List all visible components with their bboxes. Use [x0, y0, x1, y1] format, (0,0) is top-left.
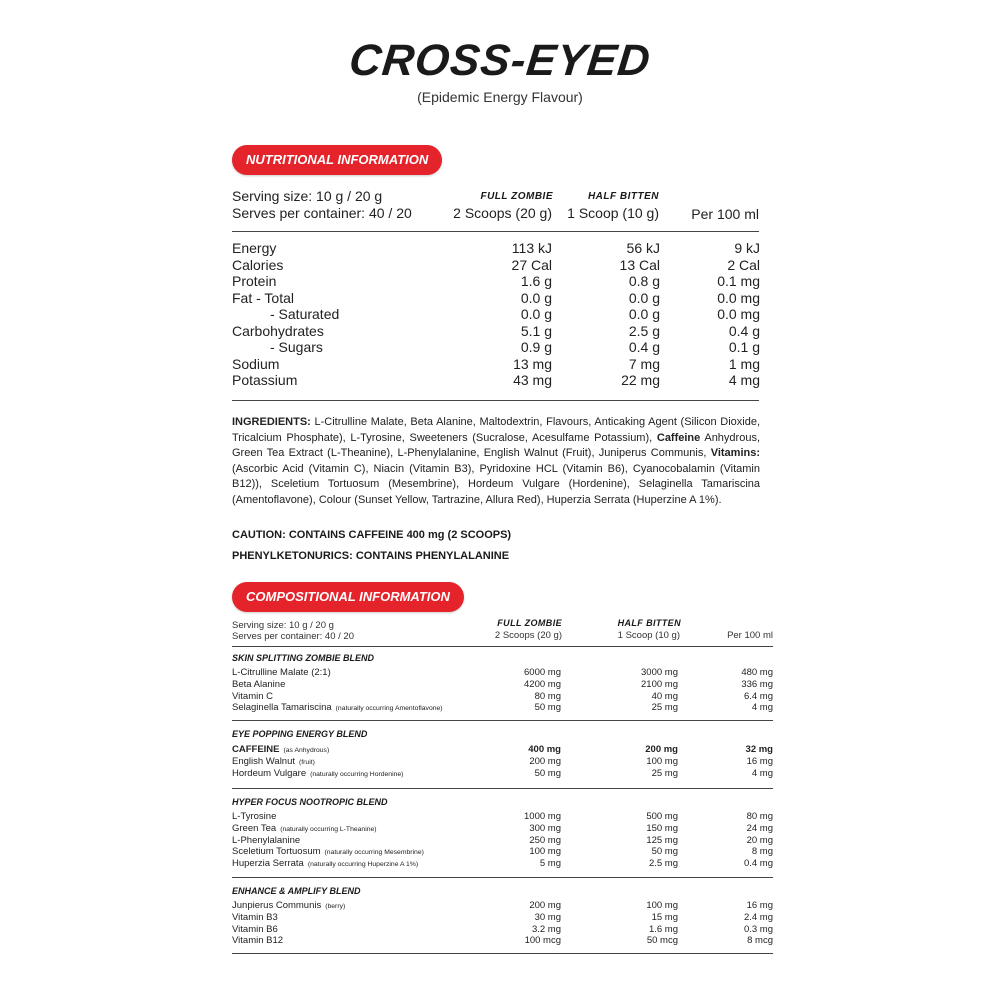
nutrition-row	[232, 372, 760, 389]
nutrition-label: Potassium	[232, 372, 298, 388]
composition-label	[232, 858, 418, 869]
caution-caffeine: CAUTION: CONTAINS CAFFEINE 400 mg (2 SCOOPS)	[232, 529, 512, 541]
composition-per100-value: 20 mg	[746, 834, 773, 846]
comp-col-full-zombie-sub: 2 Scoops (20 g)	[494, 630, 562, 641]
nutrition-per100-value: 0.0 mg	[717, 289, 760, 306]
col-half-bitten-sub: 1 Scoop (10 g)	[567, 205, 659, 221]
composition-half-value: 100 mg	[646, 900, 678, 911]
nutrition-label: Sodium	[232, 355, 280, 372]
nutrition-label: Fat - Total	[232, 289, 294, 306]
ingredients-text-3: (Ascorbic Acid (Vitamin C), Niacin (Vitamin B3), Pyridoxine HCL (Vitamin B6), Cyanocobalamin (Vitamin B12)), Sceletium Tortuosum (Mesembrine), Hordeum Vulgare (Hordenine), Selaginella Tamariscina (Amentoflavone), Colour (Sunset Yellow, Tartrazine, Allura Red), Huperzia Serrata (Huperzine A 1%).	[232, 462, 760, 506]
composition-row	[232, 667, 773, 679]
ingredient-name: Vitamin C	[232, 690, 274, 702]
composition-per100-value: 16 mg	[746, 755, 773, 767]
comp-col-half-bitten-sub: 1 Scoop (10 g)	[617, 630, 680, 641]
composition-half-value: 25 mg	[651, 767, 678, 779]
nutrition-half-value: 13 Cal	[619, 256, 660, 273]
composition-row	[232, 846, 773, 858]
nutrition-full-value: 27 Cal	[511, 256, 552, 273]
composition-full-value: 50 mg	[534, 767, 561, 779]
nutrition-per100-value: 9 kJ	[734, 240, 760, 256]
composition-half-value: 125 mg	[646, 834, 678, 846]
composition-per100-value: 6.4 mg	[743, 690, 773, 702]
composition-row	[232, 924, 773, 936]
nutrition-row	[232, 257, 760, 274]
nutrition-full-value: 13 mg	[513, 355, 552, 372]
nutrition-label: - Saturated	[270, 306, 340, 322]
nutrition-per100-value: 0.1 mg	[717, 273, 760, 289]
composition-row	[232, 768, 773, 780]
composition-per100-value: 336 mg	[741, 678, 773, 690]
composition-full-value: 3.2 mg	[531, 923, 561, 935]
nutrition-row	[232, 339, 760, 356]
composition-row	[232, 744, 773, 756]
ingredient-note: (fruit)	[299, 758, 315, 766]
composition-label	[232, 756, 315, 767]
composition-half-value: 50 mg	[651, 846, 678, 858]
nutrition-half-value: 22 mg	[621, 372, 660, 388]
blend-divider	[232, 720, 773, 721]
composition-row	[232, 858, 773, 870]
composition-label	[232, 679, 285, 690]
nutrition-row	[232, 240, 760, 257]
composition-label	[232, 823, 377, 834]
composition-label	[232, 912, 278, 923]
ingredient-note: (naturally occurring Huperzine A 1%)	[307, 861, 419, 869]
composition-half-value: 2.5 mg	[648, 858, 678, 870]
ingredient-note: (naturally occurring L-Theanine)	[280, 825, 377, 833]
ingredients-paragraph	[232, 415, 760, 509]
composition-half-value: 50 mcg	[646, 935, 678, 947]
composition-full-value: 100 mg	[529, 846, 561, 858]
nutrition-label: Carbohydrates	[232, 322, 324, 339]
nutrition-per100-value: 0.0 mg	[717, 306, 760, 322]
composition-full-value: 4200 mg	[524, 678, 561, 690]
composition-full-value: 250 mg	[529, 834, 561, 846]
blend-divider	[232, 877, 773, 878]
nutrition-row	[232, 290, 760, 307]
composition-label	[232, 935, 283, 946]
ingredient-name: Vitamin B3	[232, 911, 278, 923]
composition-half-value: 3000 mg	[641, 667, 678, 678]
col-full-zombie-title: FULL ZOMBIE	[480, 191, 553, 202]
nutrition-full-value: 1.6 g	[520, 273, 552, 289]
composition-label	[232, 667, 331, 678]
nutrition-per100-value: 1 mg	[728, 355, 760, 372]
nutrition-half-value: 56 kJ	[626, 240, 660, 256]
composition-half-value: 100 mg	[646, 755, 678, 767]
composition-full-value: 50 mg	[534, 702, 561, 714]
composition-per100-value: 8 mg	[751, 846, 773, 858]
comp-col-per-100ml: Per 100 ml	[727, 630, 773, 641]
composition-per100-value: 24 mg	[746, 822, 773, 834]
ingredient-note: (as Anhydrous)	[283, 747, 330, 754]
blend-divider	[232, 788, 773, 789]
ingredient-name: L-Citrulline Malate (2:1)	[232, 667, 331, 678]
composition-full-value: 200 mg	[529, 755, 561, 767]
ingredient-name: Hordeum Vulgare	[232, 767, 307, 779]
nutrition-full-value: 0.9 g	[520, 339, 552, 355]
col-per-100ml: Per 100 ml	[691, 206, 759, 222]
composition-full-value: 400 mg	[528, 744, 561, 755]
nutrition-label: Energy	[232, 240, 277, 256]
composition-label	[232, 811, 276, 822]
ingredient-name: L-Phenylalanine	[232, 834, 301, 846]
nutrition-bottom-divider	[232, 400, 759, 401]
nutrition-per100-value: 4 mg	[728, 372, 760, 388]
ingredient-note: (berry)	[325, 903, 346, 910]
composition-row	[232, 756, 773, 768]
col-half-bitten-title: HALF BITTEN	[587, 191, 659, 202]
ingredient-name: Vitamin B12	[232, 935, 284, 947]
composition-per100-value: 480 mg	[741, 667, 773, 678]
ingredient-note: (naturally occurring Amentoflavone)	[335, 705, 443, 713]
nutrition-full-value: 43 mg	[513, 372, 552, 388]
col-full-zombie-sub: 2 Scoops (20 g)	[453, 205, 552, 221]
ingredient-name: Junpierus Communis	[232, 900, 322, 911]
composition-per100-value: 0.3 mg	[743, 923, 773, 935]
composition-per100-value: 8 mcg	[747, 935, 773, 947]
composition-label	[232, 846, 424, 857]
composition-label	[232, 900, 345, 911]
comp-serving-size: Serving size: 10 g / 20 g	[232, 620, 334, 631]
composition-full-value: 6000 mg	[524, 667, 561, 678]
composition-per100-value: 4 mg	[751, 702, 773, 714]
composition-full-value: 30 mg	[534, 911, 561, 923]
ingredient-name: Beta Alanine	[232, 678, 286, 690]
ingredients-text-1: L-Citrulline Malate, Beta Alanine, Maltodextrin, Flavours, Anticaking Agent (Silicon Dioxide, Tricalcium Phosphate), L-Tyrosine, Sweeteners (Sucralose, Acesulfame Potassium),	[232, 416, 760, 444]
serves-per-container: Serves per container: 40 / 20	[232, 205, 412, 221]
composition-label	[232, 924, 278, 935]
composition-full-value: 80 mg	[534, 690, 561, 702]
composition-per100-value: 2.4 mg	[743, 911, 773, 923]
product-subtitle: (Epidemic Energy Flavour)	[417, 89, 583, 105]
composition-label	[232, 835, 300, 846]
nutrition-per100-value: 2 Cal	[727, 256, 760, 273]
nutrition-row	[232, 306, 760, 323]
nutrition-per100-value: 0.1 g	[728, 339, 760, 355]
composition-half-value: 40 mg	[651, 690, 678, 702]
composition-label	[232, 768, 403, 779]
serving-size: Serving size: 10 g / 20 g	[232, 188, 383, 204]
composition-row	[232, 823, 773, 835]
composition-per100-value: 32 mg	[745, 744, 773, 755]
product-title: CROSS-EYED	[346, 36, 654, 85]
ingredients-vitamins: Vitamins:	[710, 447, 760, 460]
ingredient-name: CAFFEINE	[232, 744, 280, 755]
composition-half-value: 150 mg	[646, 822, 678, 834]
blend-heading: SKIN SPLITTING ZOMBIE BLEND	[232, 653, 375, 663]
ingredients-caffeine: Caffeine	[656, 431, 701, 444]
nutrition-half-value: 7 mg	[628, 355, 660, 372]
comp-header-divider	[232, 646, 773, 647]
composition-half-value: 200 mg	[645, 744, 678, 755]
composition-half-value: 25 mg	[651, 702, 678, 714]
composition-full-value: 100 mcg	[524, 935, 561, 947]
composition-label	[232, 691, 273, 702]
nutrition-label: Calories	[232, 256, 284, 273]
composition-half-value: 1.6 mg	[648, 923, 678, 935]
ingredient-name: Sceletium Tortuosum	[232, 846, 321, 858]
composition-half-value: 500 mg	[646, 811, 678, 822]
composition-full-value: 200 mg	[529, 900, 561, 911]
nutrition-full-value: 0.0 g	[520, 306, 552, 322]
ingredient-note: (naturally occurring Hordenine)	[310, 770, 404, 778]
composition-row	[232, 835, 773, 847]
nutrition-full-value: 0.0 g	[520, 289, 552, 306]
ingredient-name: Vitamin B6	[232, 923, 278, 935]
composition-full-value: 1000 mg	[524, 811, 561, 822]
nutrition-half-value: 0.4 g	[628, 339, 660, 355]
composition-per100-value: 80 mg	[746, 811, 773, 822]
ingredient-name: Selaginella Tamariscina	[232, 702, 332, 714]
composition-label	[232, 744, 329, 755]
composition-full-value: 300 mg	[529, 822, 561, 834]
nutritional-information-pill: NUTRITIONAL INFORMATION	[232, 145, 442, 175]
comp-serves-per-container: Serves per container: 40 / 20	[232, 631, 354, 642]
composition-row	[232, 702, 773, 714]
blend-divider	[232, 953, 773, 954]
composition-row	[232, 811, 773, 823]
composition-full-value: 5 mg	[539, 858, 561, 870]
comp-col-half-bitten-title: HALF BITTEN	[617, 618, 681, 628]
composition-row	[232, 679, 773, 691]
nutrition-label: Protein	[232, 273, 277, 289]
composition-row	[232, 691, 773, 703]
blend-heading: HYPER FOCUS NOOTROPIC BLEND	[232, 797, 388, 807]
composition-per100-value: 0.4 mg	[743, 858, 773, 870]
composition-half-value: 15 mg	[651, 911, 678, 923]
composition-row	[232, 935, 773, 947]
phenylketonurics-warning: PHENYLKETONURICS: CONTAINS PHENYLALANINE	[232, 550, 510, 562]
nutrition-half-value: 0.8 g	[628, 273, 660, 289]
nutrition-full-value: 5.1 g	[520, 322, 552, 339]
nutrition-label: - Sugars	[270, 339, 323, 355]
nutrition-divider	[232, 231, 759, 232]
ingredient-name: Green Tea	[232, 822, 277, 834]
nutrition-row	[232, 273, 760, 290]
nutrition-row	[232, 356, 760, 373]
nutrition-full-value: 113 kJ	[511, 240, 552, 256]
ingredients-text-2: Anhydrous, Green Tea Extract (L-Theanine), L-Phenylalanine, English Walnut (Fruit), Juniperus Communis,	[232, 431, 761, 460]
blend-heading: EYE POPPING ENERGY BLEND	[232, 729, 368, 739]
ingredient-name: English Walnut	[232, 755, 296, 767]
blend-heading: ENHANCE & AMPLIFY BLEND	[232, 886, 361, 896]
ingredient-name: L-Tyrosine	[232, 811, 277, 822]
nutrition-half-value: 0.0 g	[628, 306, 660, 322]
nutrition-row	[232, 323, 760, 340]
nutrition-half-value: 2.5 g	[628, 322, 660, 339]
nutrition-half-value: 0.0 g	[628, 289, 660, 306]
ingredient-note: (naturally occurring Mesembrine)	[324, 849, 424, 857]
composition-per100-value: 4 mg	[751, 767, 773, 779]
composition-per100-value: 16 mg	[746, 900, 773, 911]
composition-row	[232, 900, 773, 912]
comp-col-full-zombie-title: FULL ZOMBIE	[497, 618, 562, 628]
composition-half-value: 2100 mg	[641, 678, 678, 690]
composition-label	[232, 702, 443, 713]
nutrition-per100-value: 0.4 g	[728, 322, 760, 339]
ingredients-label: INGREDIENTS:	[232, 416, 311, 428]
composition-row	[232, 912, 773, 924]
ingredient-name: Huperzia Serrata	[232, 858, 304, 870]
compositional-information-pill: COMPOSITIONAL INFORMATION	[232, 582, 464, 612]
